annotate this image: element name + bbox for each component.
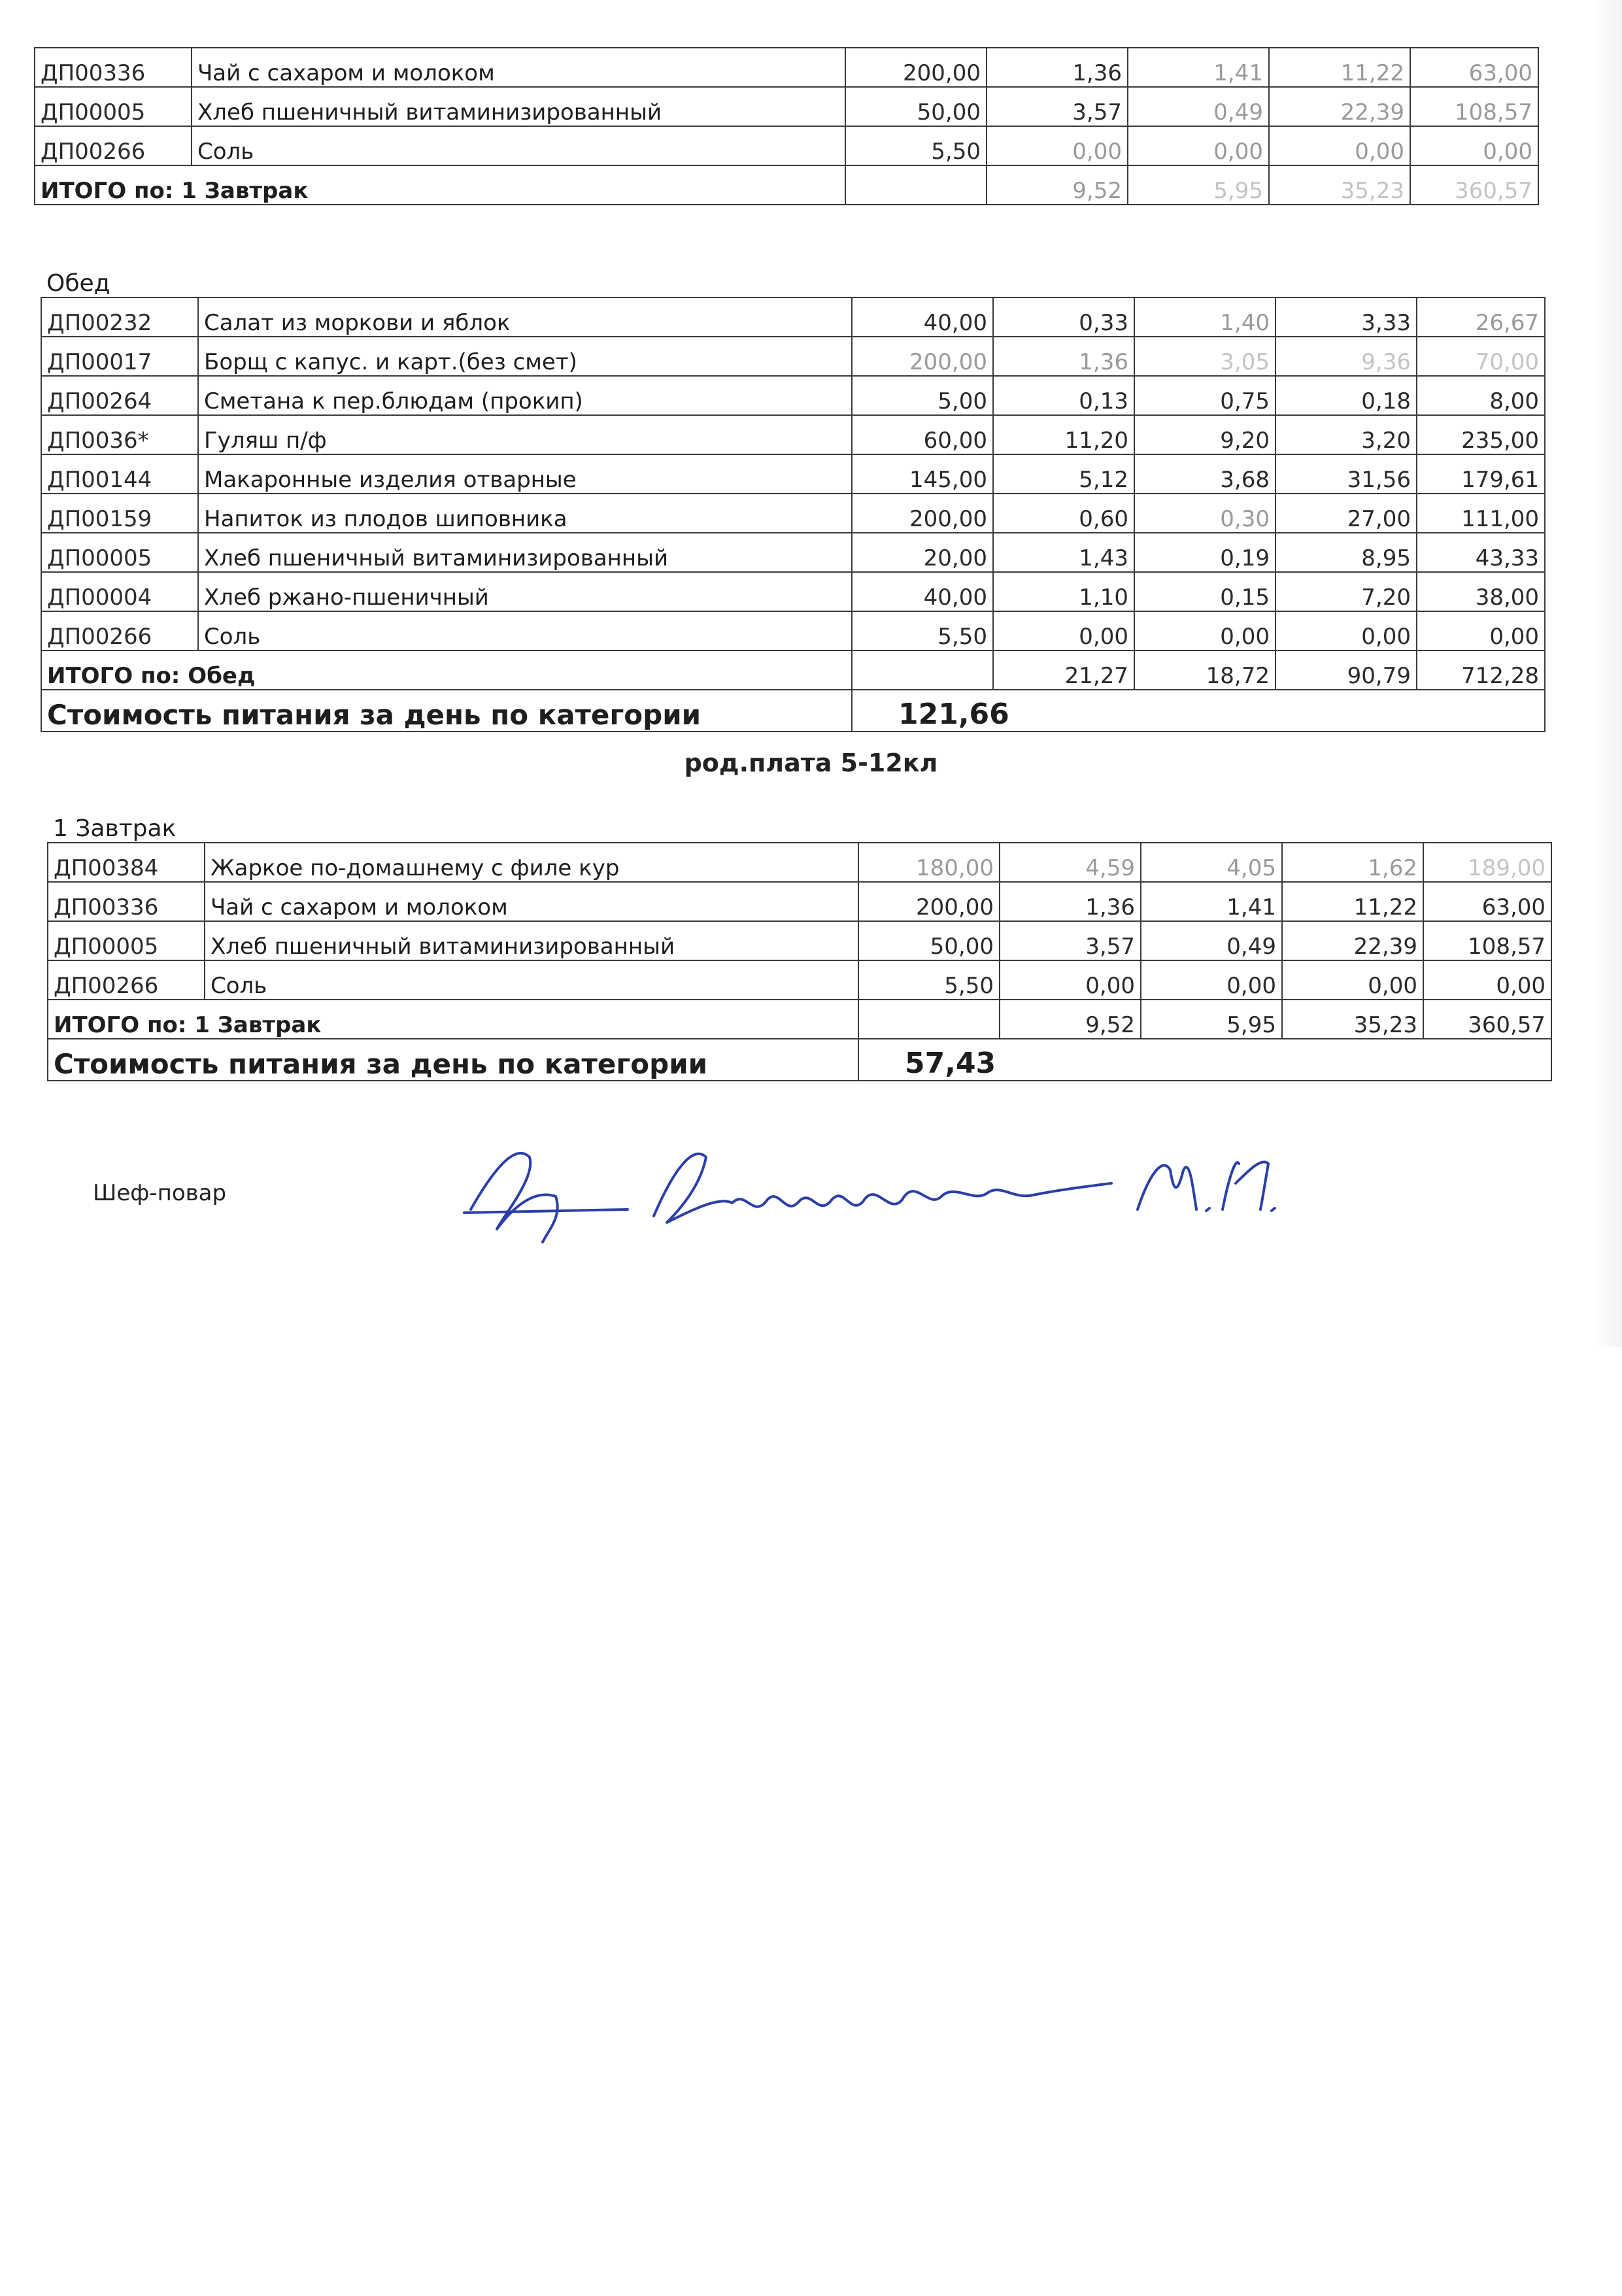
total-fat: 18,72 bbox=[1134, 650, 1276, 690]
total-protein: 9,52 bbox=[987, 165, 1128, 205]
item-protein: 3,57 bbox=[987, 87, 1128, 126]
total-label: ИТОГО по: 1 Завтрак bbox=[48, 1000, 858, 1039]
cost-value: 121,66 bbox=[852, 690, 1545, 732]
total-row bbox=[41, 650, 1545, 690]
signature-stroke bbox=[471, 1153, 558, 1242]
chef-role-label: Шеф-повар bbox=[93, 1180, 227, 1206]
item-code: ДП00266 bbox=[41, 611, 198, 650]
item-energy: 38,00 bbox=[1417, 572, 1545, 611]
section-heading-row bbox=[41, 259, 1545, 297]
item-fat: 1,40 bbox=[1134, 297, 1276, 337]
item-name: Борщ с капус. и карт.(без смет) bbox=[198, 337, 852, 376]
item-energy: 63,00 bbox=[1423, 882, 1551, 921]
item-weight: 60,00 bbox=[852, 415, 993, 454]
item-weight: 200,00 bbox=[858, 882, 1000, 921]
item-carbs: 22,39 bbox=[1282, 921, 1423, 960]
item-weight: 50,00 bbox=[858, 921, 1000, 960]
item-weight: 20,00 bbox=[852, 533, 993, 572]
signature-stroke bbox=[941, 1183, 1111, 1196]
table-row bbox=[48, 882, 1551, 921]
item-weight: 40,00 bbox=[852, 297, 993, 337]
section-heading: Обед bbox=[46, 270, 110, 297]
table-row bbox=[48, 843, 1551, 882]
cost-label: Стоимость питания за день по категории bbox=[41, 690, 852, 732]
category-caption: род.плата 5-12кл bbox=[684, 749, 938, 777]
item-name: Сметана к пер.блюдам (прокип) bbox=[198, 376, 852, 415]
signature-stroke bbox=[732, 1191, 941, 1207]
item-protein: 1,43 bbox=[993, 533, 1134, 572]
item-weight: 145,00 bbox=[852, 454, 993, 494]
item-name: Салат из моркови и яблок bbox=[198, 297, 852, 337]
item-protein: 11,20 bbox=[993, 415, 1134, 454]
item-name: Хлеб пшеничный витаминизированный bbox=[192, 87, 845, 126]
item-fat: 0,30 bbox=[1134, 494, 1276, 533]
item-carbs: 22,39 bbox=[1269, 87, 1410, 126]
signature-stroke bbox=[654, 1154, 732, 1223]
total-row bbox=[35, 165, 1538, 205]
item-fat: 0,19 bbox=[1134, 533, 1276, 572]
item-weight: 40,00 bbox=[852, 572, 993, 611]
item-fat: 0,00 bbox=[1141, 960, 1282, 1000]
item-energy: 108,57 bbox=[1423, 921, 1551, 960]
item-carbs: 11,22 bbox=[1282, 882, 1423, 921]
table-row bbox=[48, 921, 1551, 960]
total-fat: 5,95 bbox=[1141, 1000, 1282, 1039]
item-code: ДП00144 bbox=[41, 454, 198, 494]
item-carbs: 11,22 bbox=[1269, 48, 1410, 87]
item-carbs: 7,20 bbox=[1276, 572, 1417, 611]
item-protein: 0,13 bbox=[993, 376, 1134, 415]
item-code: ДП00005 bbox=[35, 87, 192, 126]
total-protein: 21,27 bbox=[993, 650, 1134, 690]
total-protein: 9,52 bbox=[1000, 1000, 1141, 1039]
item-carbs: 0,18 bbox=[1276, 376, 1417, 415]
item-weight: 200,00 bbox=[852, 337, 993, 376]
item-energy: 108,57 bbox=[1410, 87, 1538, 126]
item-code: ДП00266 bbox=[48, 960, 205, 1000]
item-code: ДП00336 bbox=[48, 882, 205, 921]
item-code: ДП00017 bbox=[41, 337, 198, 376]
item-name: Хлеб пшеничный витаминизированный bbox=[205, 921, 858, 960]
item-fat: 9,20 bbox=[1134, 415, 1276, 454]
item-carbs: 9,36 bbox=[1276, 337, 1417, 376]
table-row bbox=[41, 337, 1545, 376]
section-heading: 1 Завтрак bbox=[53, 815, 177, 842]
item-protein: 1,10 bbox=[993, 572, 1134, 611]
table-row bbox=[41, 415, 1545, 454]
item-weight: 200,00 bbox=[852, 494, 993, 533]
cost-value: 57,43 bbox=[858, 1039, 1551, 1081]
item-carbs: 3,33 bbox=[1276, 297, 1417, 337]
item-energy: 0,00 bbox=[1417, 611, 1545, 650]
item-fat: 0,15 bbox=[1134, 572, 1276, 611]
signature-stroke bbox=[1223, 1162, 1268, 1209]
item-name: Жаркое по-домашнему с филе кур bbox=[205, 843, 858, 882]
item-carbs: 31,56 bbox=[1276, 454, 1417, 494]
total-weight-empty bbox=[852, 650, 993, 690]
lunch-table bbox=[41, 259, 1546, 732]
table-row bbox=[41, 376, 1545, 415]
item-weight: 50,00 bbox=[845, 87, 987, 126]
total-weight-empty bbox=[845, 165, 987, 205]
item-name: Хлеб пшеничный витаминизированный bbox=[198, 533, 852, 572]
cost-label: Стоимость питания за день по категории bbox=[48, 1039, 858, 1081]
total-row bbox=[48, 1000, 1551, 1039]
item-name: Чай с сахаром и молоком bbox=[205, 882, 858, 921]
item-protein: 1,36 bbox=[993, 337, 1134, 376]
item-energy: 235,00 bbox=[1417, 415, 1545, 454]
item-fat: 1,41 bbox=[1141, 882, 1282, 921]
item-energy: 179,61 bbox=[1417, 454, 1545, 494]
table-row bbox=[41, 572, 1545, 611]
total-weight-empty bbox=[858, 1000, 1000, 1039]
item-energy: 0,00 bbox=[1423, 960, 1551, 1000]
item-name: Соль bbox=[205, 960, 858, 1000]
item-protein: 0,00 bbox=[1000, 960, 1141, 1000]
item-weight: 5,00 bbox=[852, 376, 993, 415]
item-protein: 0,33 bbox=[993, 297, 1134, 337]
item-fat: 1,41 bbox=[1128, 48, 1269, 87]
item-energy: 63,00 bbox=[1410, 48, 1538, 87]
item-energy: 26,67 bbox=[1417, 297, 1545, 337]
item-fat: 3,05 bbox=[1134, 337, 1276, 376]
item-name: Хлеб ржано-пшеничный bbox=[198, 572, 852, 611]
table-row bbox=[41, 454, 1545, 494]
item-protein: 0,00 bbox=[993, 611, 1134, 650]
item-weight: 180,00 bbox=[858, 843, 1000, 882]
total-label: ИТОГО по: Обед bbox=[41, 650, 852, 690]
item-protein: 4,59 bbox=[1000, 843, 1141, 882]
cost-row bbox=[41, 690, 1545, 732]
item-name: Напиток из плодов шиповника bbox=[198, 494, 852, 533]
table-row bbox=[41, 533, 1545, 572]
item-code: ДП00264 bbox=[41, 376, 198, 415]
item-weight: 5,50 bbox=[858, 960, 1000, 1000]
total-carbs: 35,23 bbox=[1269, 165, 1410, 205]
section-heading-row bbox=[48, 804, 1551, 843]
item-protein: 0,60 bbox=[993, 494, 1134, 533]
item-code: ДП00005 bbox=[48, 921, 205, 960]
item-name: Соль bbox=[198, 611, 852, 650]
item-fat: 0,00 bbox=[1134, 611, 1276, 650]
item-energy: 70,00 bbox=[1417, 337, 1545, 376]
item-weight: 5,50 bbox=[845, 126, 987, 165]
handwritten-signature bbox=[458, 1118, 1281, 1262]
item-fat: 0,75 bbox=[1134, 376, 1276, 415]
table-row bbox=[35, 87, 1538, 126]
item-name: Гуляш п/ф bbox=[198, 415, 852, 454]
first-breakfast-table bbox=[34, 47, 1539, 205]
total-energy: 360,57 bbox=[1423, 1000, 1551, 1039]
item-energy: 189,00 bbox=[1423, 843, 1551, 882]
item-protein: 0,00 bbox=[987, 126, 1128, 165]
item-fat: 0,49 bbox=[1128, 87, 1269, 126]
cost-row bbox=[48, 1039, 1551, 1081]
item-carbs: 8,95 bbox=[1276, 533, 1417, 572]
signature-stroke bbox=[464, 1209, 628, 1213]
total-label: ИТОГО по: 1 Завтрак bbox=[35, 165, 845, 205]
total-carbs: 35,23 bbox=[1282, 1000, 1423, 1039]
item-carbs: 3,20 bbox=[1276, 415, 1417, 454]
item-fat: 0,49 bbox=[1141, 921, 1282, 960]
table-row bbox=[41, 611, 1545, 650]
signature-stroke bbox=[1272, 1208, 1275, 1211]
item-protein: 5,12 bbox=[993, 454, 1134, 494]
item-fat: 4,05 bbox=[1141, 843, 1282, 882]
item-protein: 3,57 bbox=[1000, 921, 1141, 960]
item-protein: 1,36 bbox=[987, 48, 1128, 87]
item-code: ДП00004 bbox=[41, 572, 198, 611]
item-fat: 3,68 bbox=[1134, 454, 1276, 494]
signature-stroke bbox=[1206, 1208, 1209, 1211]
item-energy: 8,00 bbox=[1417, 376, 1545, 415]
item-name: Макаронные изделия отварные bbox=[198, 454, 852, 494]
item-code: ДП00159 bbox=[41, 494, 198, 533]
item-code: ДП00384 bbox=[48, 843, 205, 882]
item-code: ДП00232 bbox=[41, 297, 198, 337]
breakfast-table bbox=[47, 804, 1552, 1081]
total-fat: 5,95 bbox=[1128, 165, 1269, 205]
item-name: Чай с сахаром и молоком bbox=[192, 48, 845, 87]
total-energy: 712,28 bbox=[1417, 650, 1545, 690]
item-code: ДП00266 bbox=[35, 126, 192, 165]
table-row bbox=[41, 297, 1545, 337]
total-energy: 360,57 bbox=[1410, 165, 1538, 205]
item-weight: 200,00 bbox=[845, 48, 987, 87]
item-carbs: 27,00 bbox=[1276, 494, 1417, 533]
item-code: ДП00336 bbox=[35, 48, 192, 87]
item-weight: 5,50 bbox=[852, 611, 993, 650]
item-carbs: 0,00 bbox=[1269, 126, 1410, 165]
item-code: ДП0036* bbox=[41, 415, 198, 454]
total-carbs: 90,79 bbox=[1276, 650, 1417, 690]
item-protein: 1,36 bbox=[1000, 882, 1141, 921]
table-row bbox=[41, 494, 1545, 533]
item-carbs: 1,62 bbox=[1282, 843, 1423, 882]
table-row bbox=[35, 126, 1538, 165]
item-carbs: 0,00 bbox=[1282, 960, 1423, 1000]
item-energy: 111,00 bbox=[1417, 494, 1545, 533]
item-code: ДП00005 bbox=[41, 533, 198, 572]
table-row bbox=[48, 960, 1551, 1000]
item-energy: 43,33 bbox=[1417, 533, 1545, 572]
item-fat: 0,00 bbox=[1128, 126, 1269, 165]
item-name: Соль bbox=[192, 126, 845, 165]
item-carbs: 0,00 bbox=[1276, 611, 1417, 650]
item-energy: 0,00 bbox=[1410, 126, 1538, 165]
table-row bbox=[35, 48, 1538, 87]
signature-stroke bbox=[1138, 1166, 1196, 1210]
